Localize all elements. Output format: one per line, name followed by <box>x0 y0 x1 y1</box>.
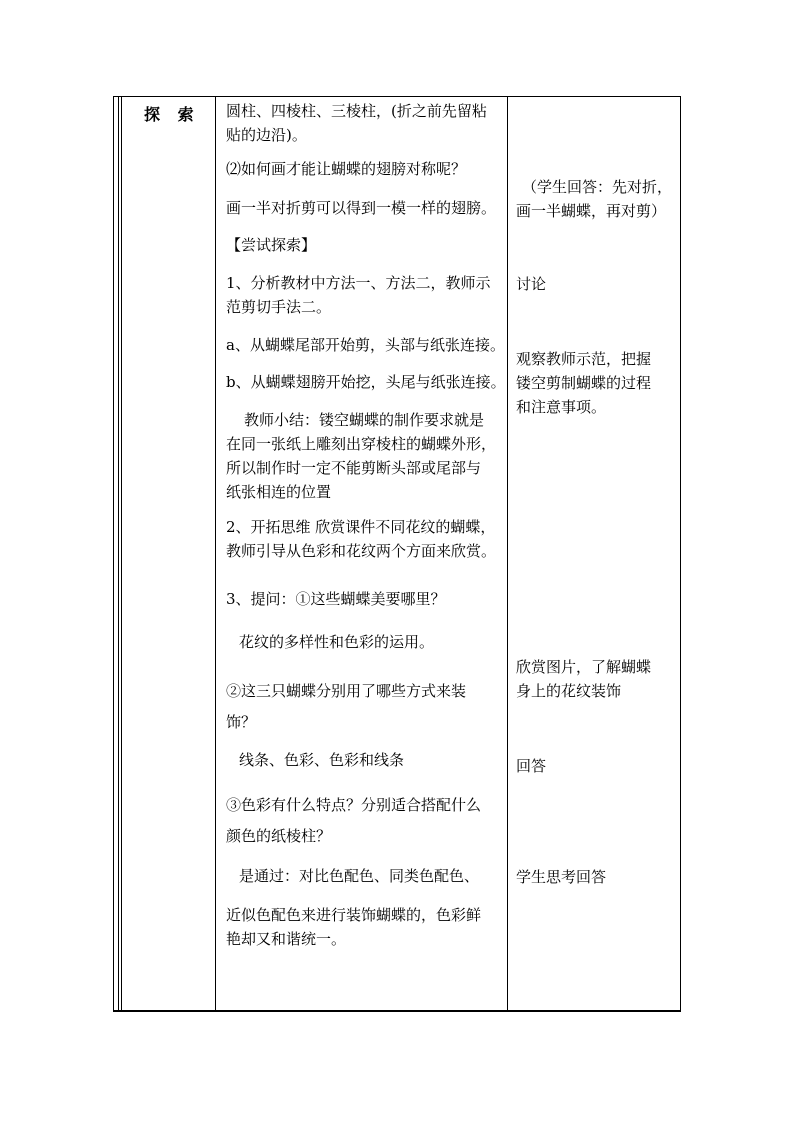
text-line: 近似色配色来进行装饰蝴蝶的，色彩鲜 <box>226 906 482 924</box>
text-line: 在同一张纸上雕刻出穿棱柱的蝴蝶外形， <box>226 435 497 453</box>
text-line: ③色彩有什么特点？分别适合搭配什么 <box>226 796 482 814</box>
text-line: b、从蝴蝶翅膀开始挖，头尾与纸张连接。 <box>226 373 506 391</box>
student-response: 欣赏图片，了解蝴蝶 <box>516 658 652 676</box>
student-response: 镂空剪制蝴蝶的过程 <box>516 374 652 392</box>
text-line: 3、提问：①这些蝴蝶美要哪里？ <box>226 590 446 608</box>
text-line: 2、开拓思维 欣赏课件不同花纹的蝴蝶， <box>226 518 496 536</box>
lesson-table <box>113 96 681 1012</box>
column-divider-1 <box>215 97 216 1010</box>
text-line: 范剪切手法二。 <box>226 298 332 316</box>
text-line: 花纹的多样性和色彩的运用。 <box>239 633 435 651</box>
text-line: 颜色的纸棱柱？ <box>226 827 332 845</box>
student-response: （学生回答：先对折， <box>522 178 673 196</box>
text-line: 贴的边沿)。 <box>226 126 307 144</box>
student-response: 学生思考回答 <box>516 868 607 886</box>
section-heading: 【尝试探索】 <box>226 236 317 254</box>
student-response: 回答 <box>516 757 547 775</box>
text-line: ⑵如何画才能让蝴蝶的翅膀对称呢？ <box>226 160 467 178</box>
text-line: 教师小结：镂空蝴蝶的制作要求就是 <box>244 411 485 429</box>
text-line: 线条、色彩、色彩和线条 <box>239 751 405 769</box>
text-line: 纸张相连的位置 <box>226 483 332 501</box>
text-line: ②这三只蝴蝶分别用了哪些方式来装 <box>226 682 467 700</box>
text-line: a、从蝴蝶尾部开始剪，头部与纸张连接。 <box>226 336 505 354</box>
text-line: 画一半对折剪可以得到一模一样的翅膀。 <box>226 199 497 217</box>
student-response: 讨论 <box>516 275 547 293</box>
text-line: 饰？ <box>226 713 257 731</box>
text-line: 所以制作时一定不能剪断头部或尾部与 <box>226 459 482 477</box>
text-line: 1、分析教材中方法一、方法二，教师示 <box>226 274 491 292</box>
text-line: 艳却又和谐统一。 <box>226 930 347 948</box>
table-left-double-border <box>118 97 122 1010</box>
student-response: 画一半蝴蝶，再对剪） <box>516 202 667 220</box>
stage-label: 探 索 <box>144 105 200 124</box>
text-line: 是通过：对比色配色、同类色配色、 <box>239 867 480 885</box>
text-line: 圆柱、四棱柱、三棱柱，(折之前先留粘 <box>226 102 487 120</box>
student-response: 观察教师示范，把握 <box>516 350 652 368</box>
student-response: 和注意事项。 <box>516 398 607 416</box>
text-line: 教师引导从色彩和花纹两个方面来欣赏。 <box>226 542 497 560</box>
student-response: 身上的花纹装饰 <box>516 682 622 700</box>
